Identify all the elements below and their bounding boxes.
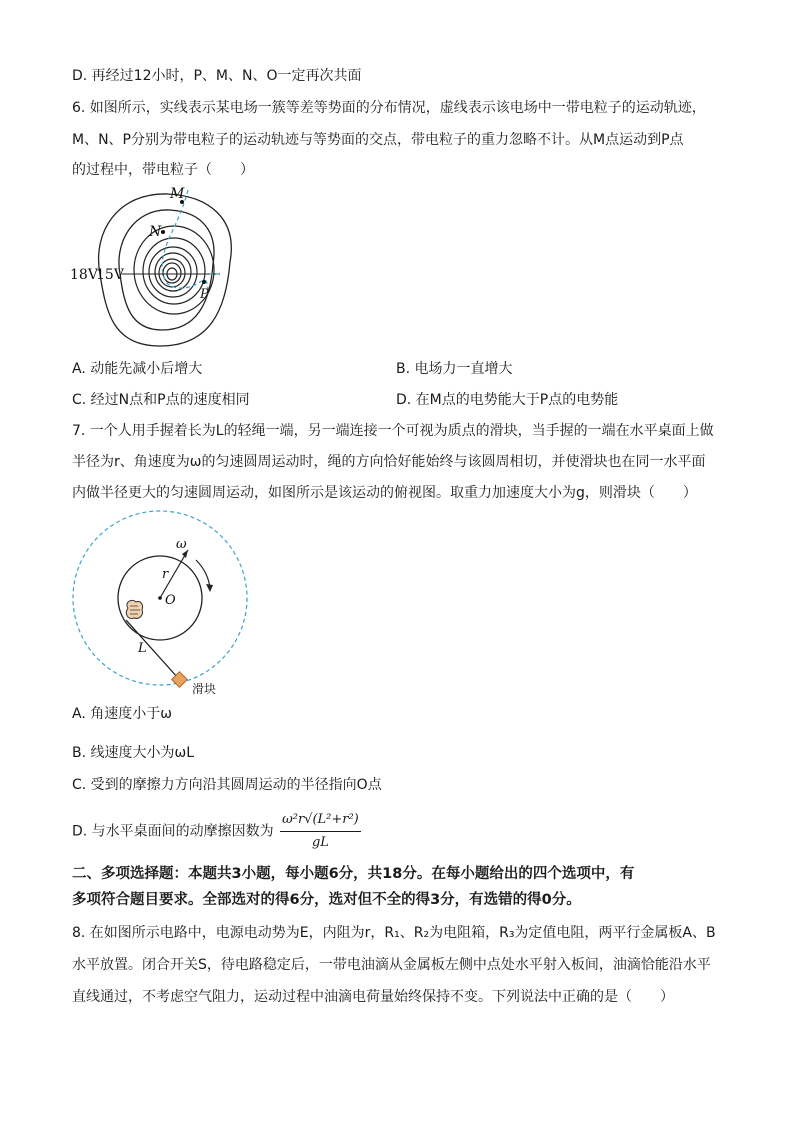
label-15v: 15V <box>96 267 124 283</box>
rope-line <box>126 620 178 678</box>
label-n: N <box>149 224 162 240</box>
q6-option-c: C. 经过N点和P点的速度相同 <box>72 392 250 408</box>
q6-option-b: B. 电场力一直增大 <box>396 361 513 377</box>
fraction-numerator: ω²r√(L²+r²) <box>280 810 361 832</box>
q8-stem-line3: 直线通过，不考虑空气阻力，运动过程中油滴电荷量始终保持不变。下列说法中正确的是（ ） <box>72 989 674 1005</box>
q5-option-d: D. 再经过12小时，P、M、N、O一定再次共面 <box>72 68 362 84</box>
point-n <box>161 230 165 234</box>
point-p <box>202 280 206 284</box>
q7-stem-line2: 半径为r、角速度为ω的匀速圆周运动时，绳的方向恰好能始终与该圆周相切，并使滑块也在同一水平面 <box>72 454 706 470</box>
q7-option-a: A. 角速度小于ω <box>72 706 172 722</box>
q6-option-d: D. 在M点的电势能大于P点的电势能 <box>396 392 619 408</box>
label-p: P <box>200 287 209 302</box>
section2-heading-line2: 多项符合题目要求。全部选对的得6分，选对但不全的得3分，有选错的得0分。 <box>72 892 581 908</box>
friction-coefficient-fraction <box>280 810 361 853</box>
q6-stem-line2: M、N、P分别为带电粒子的运动轨迹与等势面的交点，带电粒子的重力忽略不计。从M点运动到P点 <box>72 132 684 148</box>
fraction-denominator: gL <box>311 835 329 850</box>
q7-stem-line1: 7. 一个人用手握着长为L的轻绳一端，另一端连接一个可视为质点的滑块，当手握的一端在水平桌面上做 <box>72 423 714 439</box>
label-o: O <box>165 593 176 608</box>
label-l: L <box>138 641 147 656</box>
q6-stem-line1: 6. 如图所示，实线表示某电场一簇等差等势面的分布情况，虚线表示该电场中一带电粒子的运动轨迹， <box>72 100 706 116</box>
equipotential-inner-2 <box>143 238 205 304</box>
section2-heading-line1: 二、多项选择题：本题共3小题，每小题6分，共18分。在每小题给出的四个选项中，有 <box>72 866 635 882</box>
q7-stem-line3: 内做半径更大的匀速圆周运动，如图所示是该运动的俯视图。取重力加速度大小为g，则滑块（ ） <box>72 485 697 501</box>
q7-option-b: B. 线速度大小为ωL <box>72 745 195 761</box>
label-m: M <box>170 186 185 202</box>
label-18v: 18V <box>70 267 98 283</box>
equipotential-inner-3 <box>149 247 197 297</box>
equipotential-15v <box>119 210 214 330</box>
q7-option-d <box>72 810 361 853</box>
circular-motion-figure <box>70 508 260 698</box>
label-r: r <box>162 567 169 582</box>
rotation-arrowhead <box>206 584 213 592</box>
center-point <box>158 596 162 600</box>
q7-option-c: C. 受到的摩擦力方向沿其圆周运动的半径指向O点 <box>72 777 382 793</box>
equipotential-figure <box>70 184 250 352</box>
q6-option-a: A. 动能先减小后增大 <box>72 361 203 377</box>
rotation-arrow <box>196 560 210 588</box>
q8-stem-line1: 8. 在如图所示电路中，电源电动势为E，内阻为r，R₁、R₂为电阻箱，R₃为定值电阻，两平行金属板A、B <box>72 925 716 941</box>
label-omega: ω <box>176 537 187 552</box>
q7-option-d-text: D. 与水平桌面间的动摩擦因数为 <box>72 823 274 840</box>
label-slider-block: 滑块 <box>192 682 217 696</box>
q8-stem-line2: 水平放置。闭合开关S，待电路稳定后，一带电油滴从金属板左侧中点处水平射入板间，油滴恰能沿水平 <box>72 957 711 973</box>
hand-icon <box>126 600 142 618</box>
q6-stem-line3: 的过程中，带电粒子（ ） <box>72 162 254 178</box>
